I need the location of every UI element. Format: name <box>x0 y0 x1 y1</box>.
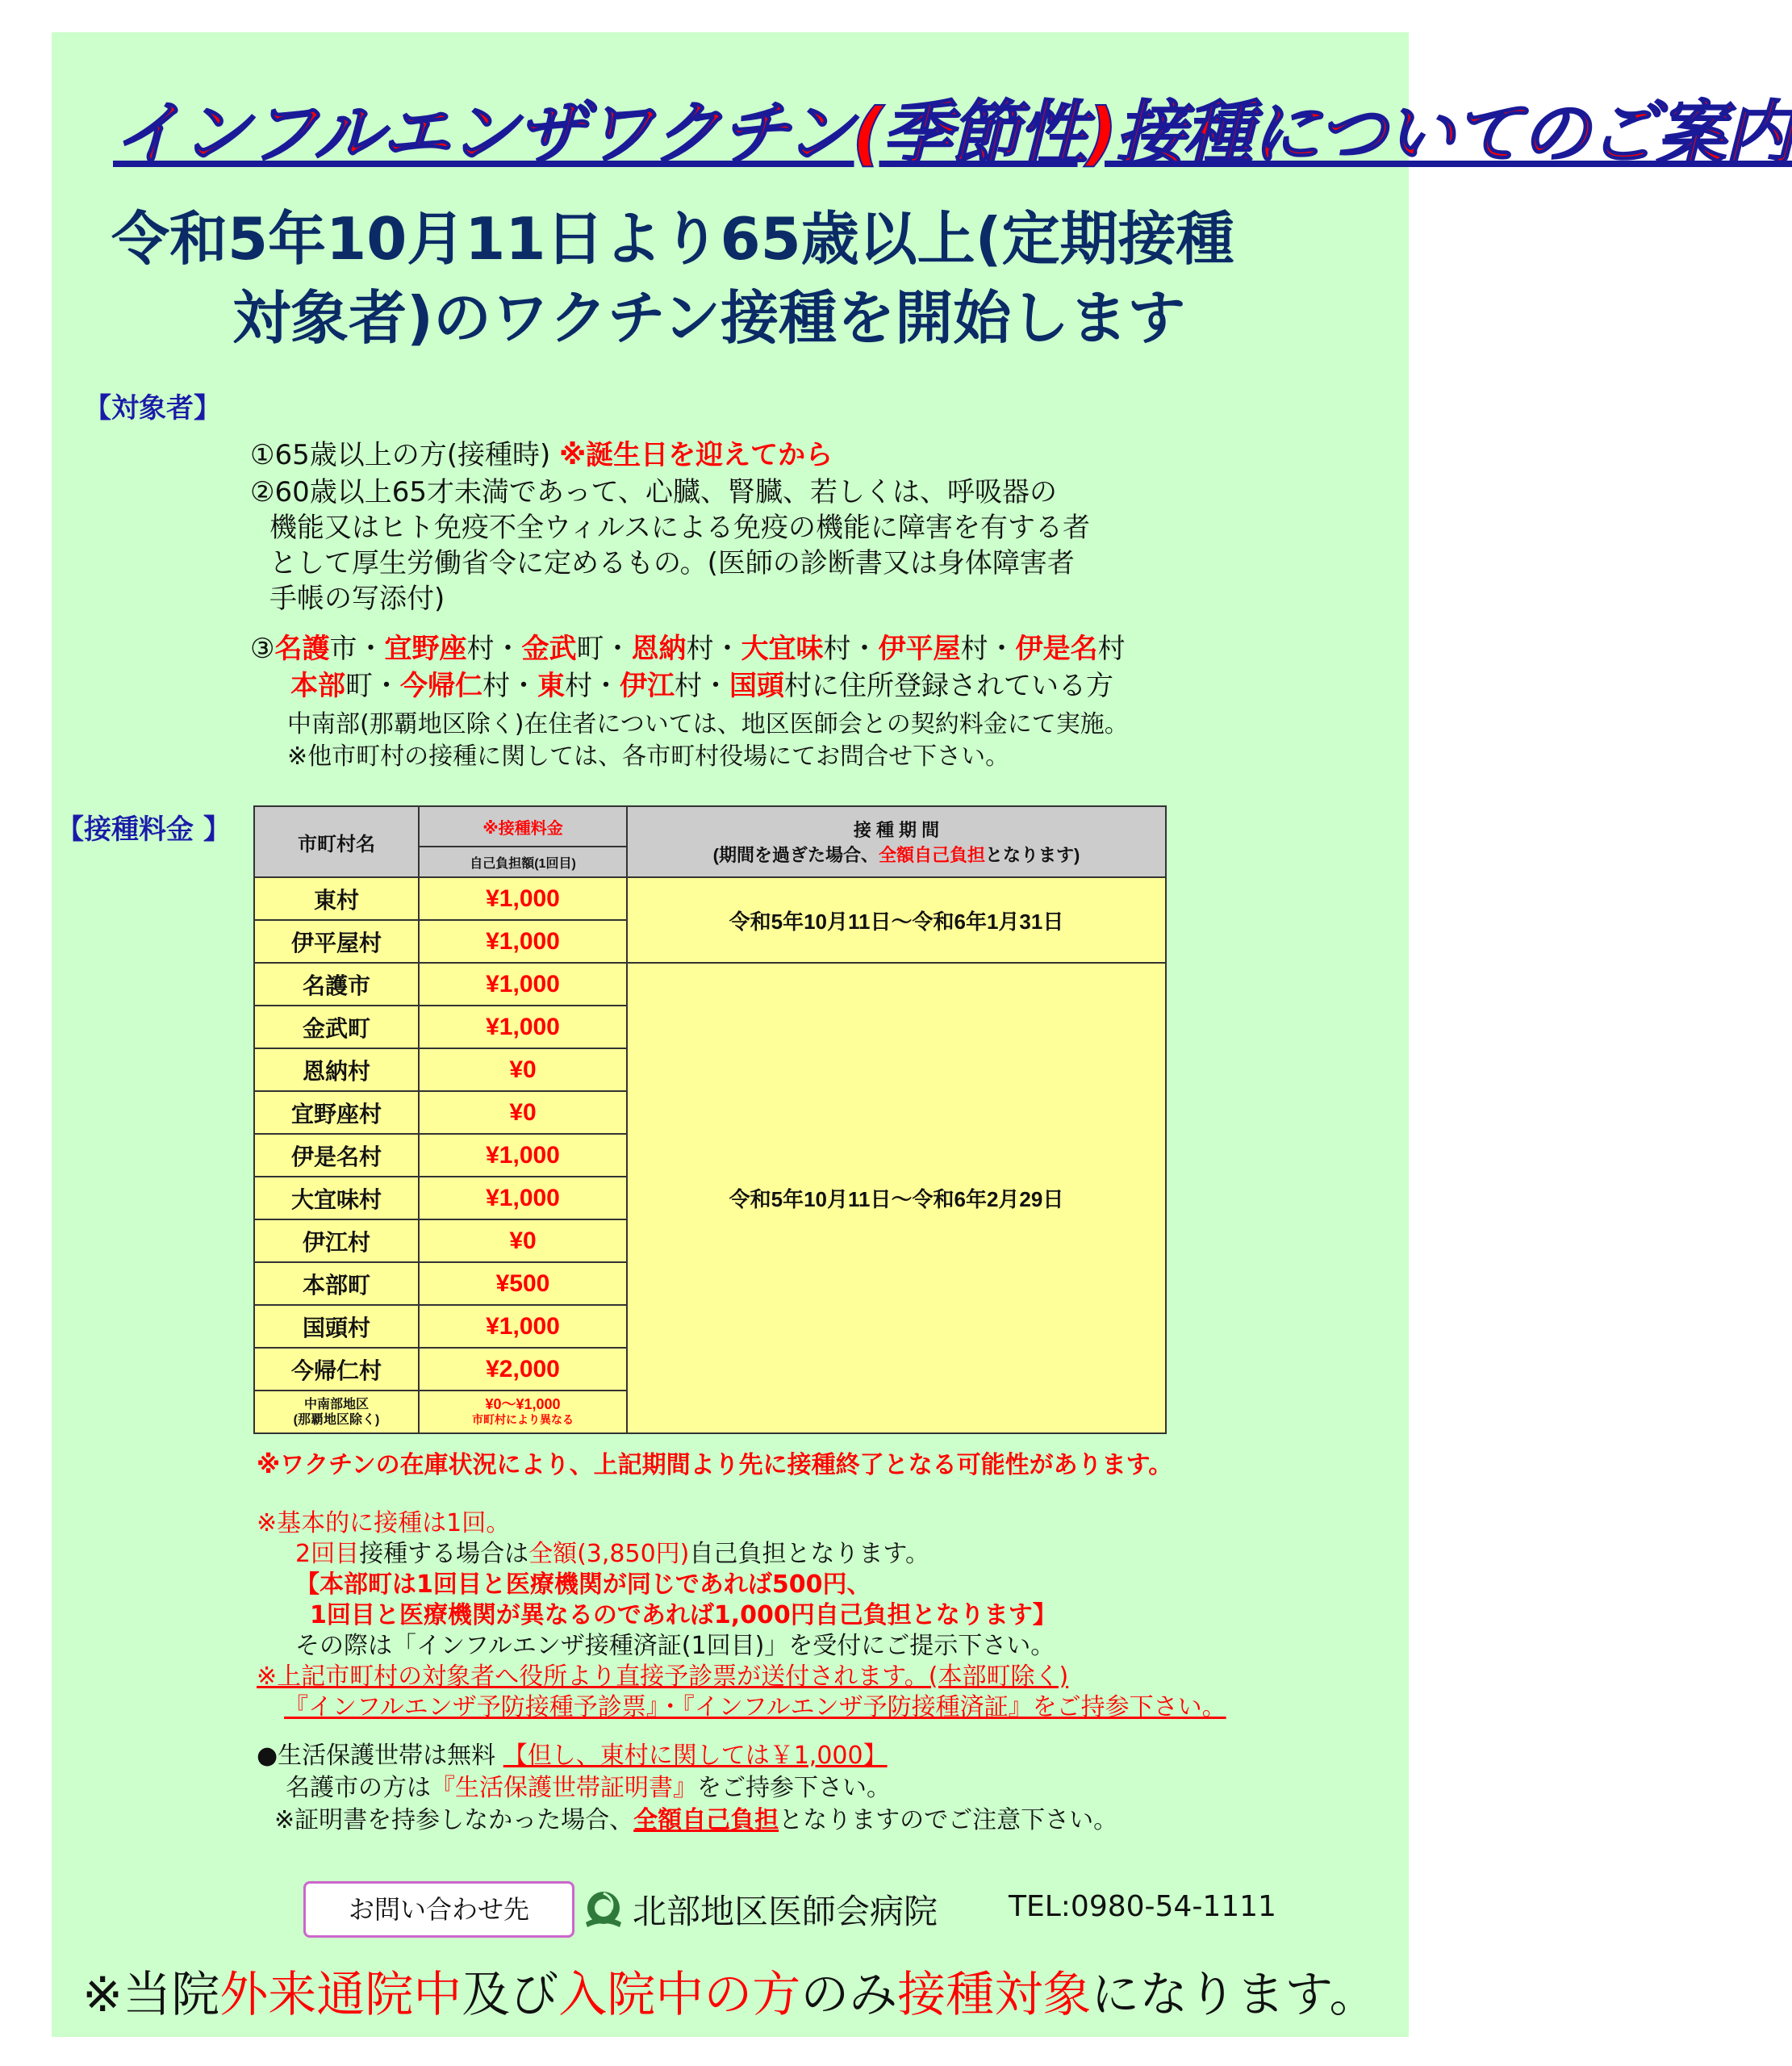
item3-line2-segment: 今帰仁 <box>400 670 482 702</box>
item3-line1-segment: 宜野座 <box>384 633 467 665</box>
welfare-warning-prefix: ※証明書を持参しなかった場合、 <box>274 1806 634 1834</box>
footer-line-segment: ※当院 <box>82 1967 220 2023</box>
welfare-text: ●生活保護世帯は無料 <box>257 1742 503 1770</box>
item3-line2-segment: 村に住所登録されている方 <box>784 670 1113 702</box>
target-item-3-line-2 <box>290 663 1113 703</box>
item3-line1-segment: 伊平屋 <box>878 633 961 665</box>
target-item-2-line-3: として厚生労働省令に定めるもの。(医師の診断書又は身体障害者 <box>269 547 1075 579</box>
header-municipality: 市町村名 <box>254 806 419 877</box>
footer-line-segment: 入院中の方 <box>558 1967 801 2023</box>
hospital-tel: TEL:0980-54-1111 <box>1009 1890 1276 1923</box>
item3-line2-segment: 村・ <box>482 670 537 702</box>
fee-row <box>254 877 1166 920</box>
municipality-name: 伊平屋村 <box>254 920 419 963</box>
footer-notice <box>82 1956 1377 2026</box>
period-note-prefix: (期間を過ぎた場合、 <box>712 845 879 865</box>
item3-line2-segment: 村・ <box>675 670 729 702</box>
birthday-note: ※誕生日を迎えてから <box>559 439 833 471</box>
item3-line1-segment: 名護 <box>274 633 330 665</box>
municipality-name-central-south <box>254 1391 419 1433</box>
period-note-red: 全額自己負担 <box>878 845 985 865</box>
note-certificate: その際は「インフルエンザ接種済証(1回目)」を受付にご提示下さい。 <box>295 1632 1055 1660</box>
fee-row <box>254 963 1166 1006</box>
second-dose-mid: 接種する場合は <box>359 1540 529 1568</box>
municipality-name: 伊是名村 <box>254 1134 419 1177</box>
welfare-certificate-name: 『生活保護世帯証明書』 <box>431 1774 697 1802</box>
municipality-name: 東村 <box>254 877 419 920</box>
item3-line1-segment: 村・ <box>960 633 1016 665</box>
footer-line-segment: 外来通院中 <box>219 1967 462 2023</box>
municipality-fee: ¥0 <box>419 1091 627 1134</box>
item3-line2-segment: 村・ <box>565 670 620 702</box>
target-item-3-note-2: ※他市町村の接種に関しては、各市町村役場にてお問合せ下さい。 <box>287 742 1010 771</box>
municipality-fee: ¥1,000 <box>419 1006 627 1048</box>
fee-table-header-row <box>254 806 1166 847</box>
item3-line1-segment: ③ <box>250 633 275 665</box>
municipality-fee: ¥1,000 <box>419 1134 627 1177</box>
municipality-fee: ¥0 <box>419 1219 627 1262</box>
hospital-name: 北部地区医師会病院 <box>633 1892 938 1931</box>
header-fee: ※接種料金 <box>419 806 627 847</box>
contact-label: お問い合わせ先 <box>348 1894 529 1925</box>
municipality-name: 国頭村 <box>254 1305 419 1348</box>
item3-line1-segment: 村・ <box>823 633 879 665</box>
footer-line-segment: 及び <box>462 1967 559 2023</box>
municipality-fee: ¥1,000 <box>419 920 627 963</box>
municipality-name: 大宜味村 <box>254 1177 419 1219</box>
central-south-name-line: (那覇地区除く) <box>293 1412 380 1427</box>
footer-line-segment: 接種対象 <box>897 1967 1092 2023</box>
note-mailing: ※上記市町村の対象者へ役所より直接予診票が送付されます。(本部町除く) <box>257 1662 1069 1691</box>
welfare-note <box>257 1735 888 1771</box>
item3-line2-segment: 町・ <box>345 670 400 702</box>
welfare-nago-prefix: 名護市の方は <box>286 1774 431 1802</box>
period-cell-b: 令和5年10月11日～令和6年2月29日 <box>627 963 1166 1433</box>
second-dose-label: 2回目 <box>295 1540 360 1568</box>
header-period-note <box>628 842 1165 867</box>
fee-table <box>253 805 1167 1434</box>
municipality-fee: ¥1,000 <box>419 963 627 1006</box>
note-one-dose-text: ※基本的に接種は1回。 <box>257 1509 511 1537</box>
target-item-3-line-1 <box>250 626 1125 666</box>
municipality-name: 恩納村 <box>254 1048 419 1091</box>
item3-line1-segment: 市・ <box>329 633 385 665</box>
note-motobu-1: 【本部町は1回目と医療機関が同じであれば500円、 <box>295 1570 871 1599</box>
municipality-fee: ¥1,000 <box>419 877 627 920</box>
welfare-warning <box>274 1800 1117 1835</box>
item3-line1-segment: 町・ <box>576 633 632 665</box>
target-item-3-note-1: 中南部(那覇地区除く)在住者については、地区医師会との契約料金にて実施。 <box>287 710 1129 738</box>
second-dose-suffix: 自己負担となります。 <box>689 1540 929 1568</box>
item3-line2-segment: 伊江 <box>620 670 675 702</box>
municipality-name: 宜野座村 <box>254 1091 419 1134</box>
item3-line1-segment: 村・ <box>466 633 522 665</box>
period-note-suffix: となります) <box>985 845 1080 865</box>
hospital-logo-icon <box>579 1885 628 1934</box>
item3-line2-segment: 本部 <box>290 670 345 702</box>
municipality-fee-central-south <box>419 1391 627 1433</box>
footer-line-segment: になります。 <box>1091 1967 1378 2023</box>
central-south-name-line: 中南部地区 <box>303 1397 369 1411</box>
municipality-name: 金武町 <box>254 1006 419 1048</box>
target-item-2-line-4: 手帳の写添付) <box>269 583 445 615</box>
municipality-name: 名護市 <box>254 963 419 1006</box>
subtitle-line-1: 令和5年10月11日より65歳以上(定期接種 <box>111 205 1234 273</box>
item3-line1-segment: 大宜味 <box>741 633 824 665</box>
fees-section-label: 【接種料金 】 <box>56 813 231 846</box>
welfare-warning-red: 全額自己負担 <box>633 1806 779 1834</box>
municipality-name: 今帰仁村 <box>254 1348 419 1391</box>
stock-warning: ※ワクチンの在庫状況により、上記期間より先に接種終了となる可能性があります。 <box>257 1451 1173 1479</box>
item3-line1-segment: 村 <box>1097 633 1126 665</box>
municipality-name: 伊江村 <box>254 1219 419 1262</box>
subtitle-line-2: 対象者)のワクチン接種を開始します <box>232 284 1186 352</box>
item3-line2-segment: 東 <box>537 670 565 702</box>
welfare-nago-note <box>286 1767 891 1803</box>
item3-line2-segment: 国頭 <box>729 670 784 702</box>
welfare-nago-suffix: をご持参下さい。 <box>697 1774 891 1802</box>
welfare-warning-suffix: となりますのでご注意下さい。 <box>779 1806 1118 1834</box>
central-south-fee-line: ¥0～¥1,000 <box>485 1395 561 1412</box>
item3-line1-segment: 村・ <box>686 633 741 665</box>
municipality-fee: ¥1,000 <box>419 1305 627 1348</box>
welfare-exception: 【但し、東村に関しては￥1,000】 <box>503 1742 888 1770</box>
target-section-label: 【対象者】 <box>84 392 221 424</box>
item3-line1-segment: 恩納 <box>631 633 687 665</box>
note-motobu-2: 1回目と医療機関が異なるのであれば1,000円自己負担となります】 <box>310 1601 1057 1629</box>
second-dose-amount: 全額(3,850円) <box>528 1540 690 1568</box>
target-item-1 <box>250 433 833 472</box>
municipality-name: 本部町 <box>254 1262 419 1305</box>
municipality-fee: ¥0 <box>419 1048 627 1091</box>
header-period <box>627 806 1166 877</box>
municipality-fee: ¥500 <box>419 1262 627 1305</box>
municipality-fee: ¥2,000 <box>419 1348 627 1391</box>
flyer-title: インフルエンザワクチン(季節性)接種についてのご案内 <box>113 94 1792 174</box>
header-fee-sub: 自己負担額(1回目) <box>419 847 627 877</box>
period-cell-a: 令和5年10月11日～令和6年1月31日 <box>627 877 1166 963</box>
target-item-2-line-2: 機能又はヒト免疫不全ウィルスによる免疫の機能に障害を有する者 <box>269 512 1090 544</box>
header-period-title: 接 種 期 間 <box>853 820 940 840</box>
contact-label-box <box>303 1881 574 1938</box>
item3-line1-segment: 金武 <box>521 633 577 665</box>
target-item-2-line-1: ②60歳以上65才未満であって、心臓、腎臓、若しくは、呼吸器の <box>250 476 1057 508</box>
note-bring-forms: 『インフルエンザ予防接種予診票』・『インフルエンザ予防接種済証』をご持参下さい。 <box>284 1693 1226 1721</box>
municipality-fee: ¥1,000 <box>419 1177 627 1219</box>
central-south-fee-line: 市町村により異なる <box>472 1412 574 1426</box>
footer-line-segment: のみ <box>800 1967 898 2023</box>
item3-line1-segment: 伊是名 <box>1015 633 1098 665</box>
target-item-1-text: ①65歳以上の方(接種時) <box>250 439 560 471</box>
